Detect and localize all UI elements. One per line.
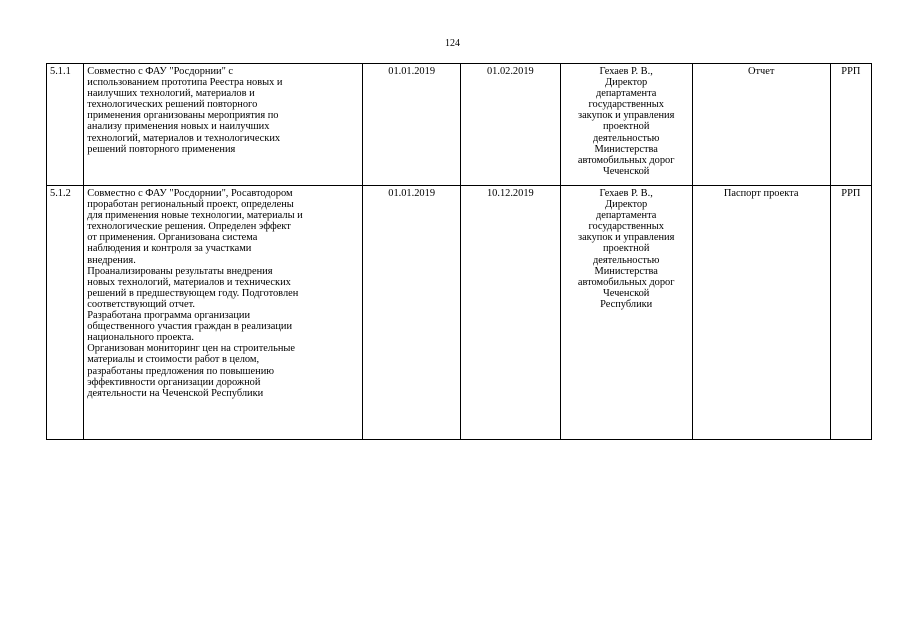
text-line: технологических решений повторного (87, 99, 258, 111)
text-line: Совместно с ФАУ "Росдорнии", Росавтодором (87, 188, 293, 199)
text-line: наилучших технологий, материалов и (87, 88, 255, 100)
responsible-person (560, 186, 692, 440)
table-row (47, 186, 872, 440)
page-number: 124 (445, 38, 460, 49)
table-row (47, 64, 872, 186)
text-line: анализу применения новых и наилучших (87, 121, 270, 133)
text-line: разработаны предложения по повышению (87, 365, 275, 377)
text-line: проработан региональный проект, определены (87, 199, 294, 211)
text-line: решений повторного применения (87, 143, 236, 155)
activity-description (84, 186, 363, 440)
text-line: эффективности организации дорожной (87, 376, 261, 388)
text-line: национального проекта. (87, 332, 194, 344)
text-line: наблюдения и контроля за участками (87, 243, 252, 255)
text-line: Чеченской (602, 287, 650, 299)
text-line: Министерства (594, 143, 658, 155)
text-line: внедрения. (87, 254, 136, 266)
text-line: новых технологий, материалов и технических (87, 276, 291, 288)
text-line: от применения. Организована система (87, 232, 258, 244)
text-line: закупок и управления (577, 110, 675, 122)
text-line: соответствующий отчет. (87, 298, 195, 310)
text-line: автомобильных дорог (577, 154, 675, 166)
responsible-person (560, 64, 692, 186)
text-line: Гехаев Р. В., (599, 66, 653, 77)
end-date: 10.12.2019 (460, 186, 560, 440)
text-line: проектной (602, 121, 650, 133)
text-line: Республики (600, 298, 653, 310)
level-code: РРП (830, 186, 871, 440)
text-line: общественного участия граждан в реализации (87, 321, 293, 333)
level-code: РРП (830, 64, 871, 186)
text-line: Совместно с ФАУ "Росдорнии" с (87, 66, 234, 77)
text-line: государственных (588, 99, 664, 111)
text-line: деятельностью (592, 132, 660, 144)
text-line: проектной (602, 243, 650, 255)
text-line: Министерства (594, 265, 658, 277)
row-number: 5.1.1 (47, 64, 84, 186)
text-line: закупок и управления (577, 232, 675, 244)
result-document: Отчет (692, 64, 830, 186)
text-line: Гехаев Р. В., (599, 188, 653, 199)
plan-table (46, 63, 872, 440)
text-line: Директор (605, 77, 648, 89)
text-line: решений в предшествующем году. Подготовлен (87, 287, 299, 299)
row-number: 5.1.2 (47, 186, 84, 440)
text-line: автомобильных дорог (577, 276, 675, 288)
start-date: 01.01.2019 (363, 186, 461, 440)
text-line: департамента (595, 210, 657, 222)
text-line: государственных (588, 221, 664, 233)
text-line: департамента (595, 88, 657, 100)
text-line: деятельности на Чеченской Республики (87, 387, 264, 399)
start-date: 01.01.2019 (363, 64, 461, 186)
text-line: применения организованы мероприятия по (87, 110, 279, 122)
end-date: 01.02.2019 (460, 64, 560, 186)
activity-description (84, 64, 363, 186)
text-line: для применения новые технологии, материалы и (87, 210, 303, 222)
text-line: Проанализированы результаты внедрения (87, 265, 273, 277)
text-line: Директор (605, 199, 648, 211)
text-line: технологий, материалов и технологических (87, 132, 281, 144)
text-line: деятельностью (592, 254, 660, 266)
text-line: материалы и стоимости работ в целом, (87, 354, 260, 366)
text-line: Чеченской (602, 165, 650, 177)
text-line: Организован мониторинг цен на строительные (87, 343, 295, 355)
result-document: Паспорт проекта (692, 186, 830, 440)
text-line: технологические решения. Определен эффект (87, 221, 291, 233)
text-line: использованием прототипа Реестра новых и (87, 77, 283, 89)
text-line: Разработана программа организации (87, 310, 251, 322)
